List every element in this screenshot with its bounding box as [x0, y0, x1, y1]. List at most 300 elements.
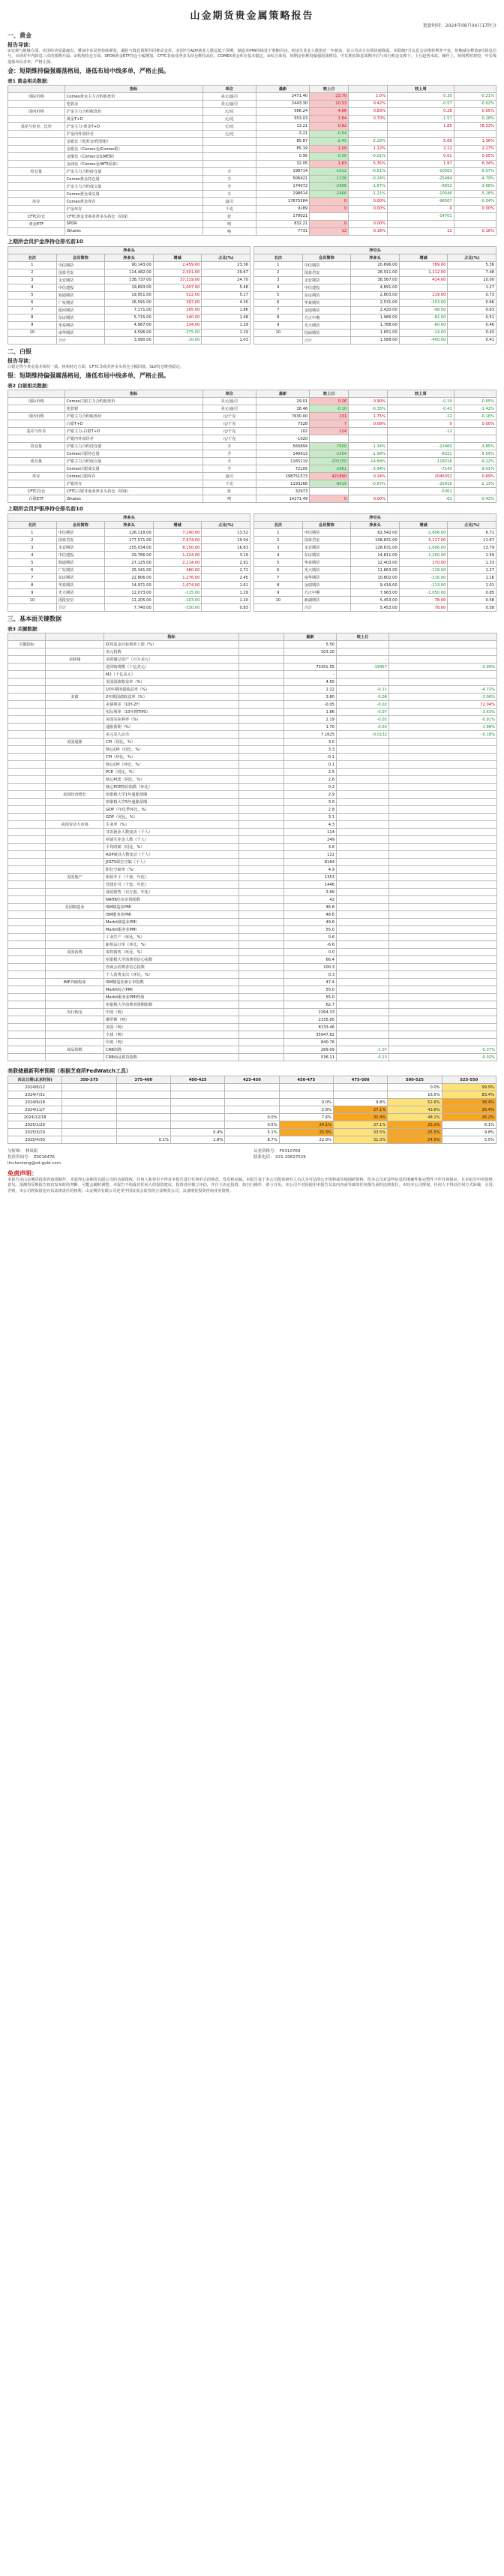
- gold-day-pct-cell: 1.0%: [349, 92, 388, 100]
- macro-cell: [46, 941, 104, 949]
- macro-cell: 2264.33: [284, 1009, 337, 1016]
- macro-cell: [337, 821, 389, 829]
- gold-unit-cell: [202, 160, 256, 167]
- macro-cell: [389, 746, 497, 754]
- silver-long-rank-cell: 光大期货: [56, 589, 105, 597]
- gold-week-change-cell: -5.30: [388, 92, 454, 100]
- macro-cell: [8, 911, 46, 919]
- gold-short-rank-cell: 1,651.00: [351, 329, 400, 336]
- gold-short-rank-cell: 1: [254, 261, 303, 269]
- macro-cell: [239, 709, 284, 716]
- gold-long-rank-header-3: 增减: [153, 254, 202, 261]
- gold-short-rank-cell: 2: [254, 269, 303, 276]
- macro-cell: 289.09: [284, 1046, 337, 1054]
- silver-long-rank-cell: 3.19: [202, 552, 250, 559]
- macro-cell: -0.91%: [389, 716, 497, 724]
- silver-group-cell: 国际价格: [8, 398, 65, 405]
- gold-day-change-cell: -0.00: [310, 152, 349, 160]
- gold-long-rank-cell: 138,737.00: [105, 276, 154, 284]
- macro-cell: 美国制造业: [46, 904, 104, 911]
- macro-cell: [239, 829, 284, 836]
- silver-day-change-cell: 7: [310, 420, 349, 428]
- macro-cell: ISM制造业新订单指数: [104, 979, 239, 986]
- macro-cell: [389, 821, 497, 829]
- gold-long-rank-row: [8, 269, 250, 276]
- gold-week-change-cell: [388, 220, 454, 227]
- macro-cell: [389, 799, 497, 806]
- silver-long-rank-cell: 12,073.00: [105, 589, 154, 597]
- gold-long-rank-cell: 19,951.00: [105, 291, 154, 299]
- silver-day-pct-cell: [349, 488, 388, 495]
- gold-week-change-cell: -10563: [388, 167, 454, 175]
- macro-cell: [389, 1039, 497, 1046]
- macro-row: [8, 896, 497, 904]
- gold-week-pct-cell: -0.54%: [454, 197, 496, 205]
- macro-row: [8, 1039, 497, 1046]
- gold-short-rank-cell: 6: [254, 299, 303, 306]
- macro-cell: [8, 671, 46, 679]
- silver-long-rank-cell: 10: [8, 597, 57, 604]
- gold-day-pct-cell: 0.70%: [349, 115, 388, 122]
- gold-long-rank-cell: 1: [8, 261, 57, 269]
- gold-long-rank-cell: 5.17: [202, 291, 250, 299]
- macro-cell: 核心CPI（同比，%）: [104, 746, 239, 754]
- gold-week-change-cell: -25484: [388, 175, 454, 182]
- macro-cell: [389, 806, 497, 814]
- macro-row: [8, 776, 497, 784]
- gold-long-rank-cell: 140.00: [153, 314, 202, 321]
- gold-short-rank-cell: 中信期货: [302, 261, 351, 269]
- silver-long-rank-cell: 126,118.00: [105, 529, 154, 537]
- macro-cell: [337, 1024, 389, 1031]
- gold-name-cell: SPDR: [64, 220, 202, 227]
- macro-cell: [8, 799, 46, 806]
- macro-cell: 100.3: [284, 964, 337, 971]
- macro-cell: [389, 679, 497, 686]
- silver-long-rank-row: [8, 529, 250, 537]
- silver-header-2: 单位: [202, 390, 256, 398]
- fedwatch-cell: 2024/12/18: [8, 1114, 62, 1121]
- silver-day-change-cell: 0: [310, 495, 349, 503]
- macro-cell: [337, 866, 389, 874]
- fedwatch-cell: 0.0%: [225, 1114, 279, 1121]
- macro-cell: [239, 649, 284, 656]
- macro-header-2: 指标: [104, 633, 239, 641]
- macro-cell: 62.7: [284, 1001, 337, 1009]
- silver-unit-cell: 手: [202, 458, 256, 465]
- macro-cell: [337, 986, 389, 994]
- silver-week-pct-cell: -2.13%: [454, 480, 496, 488]
- silver-long-rank-header-0: 名次: [8, 522, 57, 529]
- macro-cell: [8, 859, 46, 866]
- macro-cell: [389, 1031, 497, 1039]
- silver-short-rank-table: 净空头 名次 会员简称 净多头 增减 占比(%) 1 中信期货 62,542.00 -2,606.00 6.71 2 国泰君安 108,831.00 5,117.00 11.67 3 永安期货 128,631.00 -1,606.00 13.79 4 东证期货 14,811.00 -1,200.00 1.59 5 华泰期货 12,403.00 170.00 1.33 6 光大期货 11,863.00 -118.00 1.27 7 南华期货 10,802.00 -216.00 1.16 8 金瑞期货 9,416.00 -113.00 1.01 9 方正中期 7,963.00 -1,050.00 0.85 10 新湖期货 5,453.00 78.00 0.58 合计 5,453.00 78.00 0.58: [254, 513, 496, 612]
- macro-row: [8, 904, 497, 911]
- gold-long-rank-row: [8, 336, 250, 344]
- macro-cell: [8, 1024, 46, 1031]
- gold-value-cell: 553.03: [256, 115, 309, 122]
- macro-cell: 实际利率（10年期TIPS）: [104, 709, 239, 716]
- macro-cell: [239, 874, 284, 881]
- gold-rank-label: 上期所会员沪金净持仓排名前10: [8, 238, 83, 245]
- gold-day-change-cell: 4.66: [310, 107, 349, 115]
- gold-day-change-cell: [310, 212, 349, 220]
- gold-long-rank-cell: 1.03: [202, 336, 250, 344]
- macro-cell: 35947.82: [284, 1031, 337, 1039]
- silver-week-pct-cell: -0.16%: [454, 413, 496, 420]
- macro-cell: 72.04%: [389, 701, 497, 709]
- gold-short-rank-header-0: 名次: [254, 254, 303, 261]
- silver-long-rank-cell: 480.00: [153, 567, 202, 574]
- macro-cell: [239, 1016, 284, 1024]
- macro-cell: [389, 641, 497, 649]
- macro-cell: [8, 656, 46, 664]
- macro-cell: [8, 866, 46, 874]
- macro-row: [8, 784, 497, 791]
- silver-group-cell: [8, 465, 65, 473]
- macro-cell: GDP（年化季环比，%）: [104, 806, 239, 814]
- gold-group-cell: 库存: [8, 197, 65, 205]
- macro-cell: [46, 761, 104, 769]
- silver-long-rank-cell: 19.04: [202, 537, 250, 544]
- macro-cell: 美元指数: [104, 649, 239, 656]
- macro-cell: [46, 716, 104, 724]
- gold-row: [8, 197, 496, 205]
- gold-group-cell: CFTC持仓: [8, 212, 65, 220]
- silver-short-rank-header-2: 净多头: [351, 522, 400, 529]
- macro-cell: 3.80: [284, 694, 337, 701]
- silver-day-change-cell: -8019: [310, 480, 349, 488]
- silver-short-rank-row: [254, 529, 496, 537]
- macro-cell: [8, 694, 46, 701]
- silver-week-change-cell: [388, 435, 454, 443]
- silver-long-rank-cell: 5: [8, 559, 57, 567]
- silver-long-rank-cell: 1.20: [202, 597, 250, 604]
- macro-cell: [337, 941, 389, 949]
- macro-cell: [337, 671, 389, 679]
- gold-long-rank-cell: 广发期货: [56, 299, 105, 306]
- macro-cell: 联邦基金目标利率上限（%）: [104, 641, 239, 649]
- silver-short-rank-cell: 合计: [302, 604, 351, 612]
- gold-long-rank-cell: 19,893.00: [105, 284, 154, 291]
- macro-cell: -19457: [337, 664, 389, 671]
- silver-short-rank-row: [254, 582, 496, 589]
- macro-cell: [239, 941, 284, 949]
- gold-group-cell: [8, 175, 65, 182]
- gold-long-rank-cell: 5,715.00: [105, 314, 154, 321]
- silver-long-rank-cell: 9: [8, 589, 57, 597]
- macro-cell: [239, 1024, 284, 1031]
- gold-short-rank-cell: 东证期货: [302, 291, 351, 299]
- macro-cell: -0.02: [337, 716, 389, 724]
- macro-cell: Markit服务业PMI: [104, 926, 239, 934]
- macro-cell: -3.63%: [389, 709, 497, 716]
- macro-cell: [8, 1046, 46, 1054]
- gold-short-rank-cell: 20,696.00: [351, 261, 400, 269]
- macro-cell: [239, 964, 284, 971]
- macro-row: [8, 829, 497, 836]
- fedwatch-cell: 26.2%: [442, 1114, 496, 1121]
- silver-day-pct-cell: [349, 428, 388, 435]
- macro-cell: [46, 889, 104, 896]
- macro-cell: [8, 956, 46, 964]
- gold-table-label: 表1 黄金相关数据：: [8, 77, 52, 84]
- fedwatch-header-1: 350-375: [62, 1076, 116, 1084]
- gold-unit-cell: 手: [202, 182, 256, 190]
- silver-short-rank-cell: -2,606.00: [399, 529, 448, 537]
- silver-short-rank-cell: 光大期货: [302, 567, 351, 574]
- macro-cell: [389, 1001, 497, 1009]
- fedwatch-cell: [170, 1091, 224, 1099]
- macro-cell: 55.0: [284, 986, 337, 994]
- macro-cell: 73351.55: [284, 664, 337, 671]
- gold-name-cell: 沪金主力合约成交量: [64, 182, 202, 190]
- macro-cell: [8, 874, 46, 881]
- gold-unit-cell: 吨: [202, 220, 256, 227]
- macro-cell: [337, 956, 389, 964]
- macro-cell: 2.5: [284, 769, 337, 776]
- silver-long-rank-cell: 3: [8, 544, 57, 552]
- silver-week-pct-cell: -1.42%: [454, 405, 496, 413]
- silver-header-5: [349, 390, 388, 398]
- silver-short-rank-cell: 78.00: [399, 597, 448, 604]
- macro-cell: [337, 649, 389, 656]
- macro-row: [8, 821, 497, 829]
- gold-group-cell: [8, 145, 65, 152]
- fedwatch-cell: [62, 1099, 116, 1106]
- macro-header-4: 最新: [284, 633, 337, 641]
- macro-cell: [8, 821, 46, 829]
- gold-guide-heading: 报告导读：: [8, 42, 34, 48]
- silver-group-cell: 成交量: [8, 458, 65, 465]
- macro-cell: 536.11: [284, 1054, 337, 1061]
- fedwatch-cell: 2.8%: [279, 1106, 333, 1114]
- gold-day-pct-cell: 0.42%: [349, 100, 388, 107]
- fedwatch-header-2: 375-400: [116, 1076, 170, 1084]
- silver-value-cell: 1193268: [256, 480, 309, 488]
- silver-short-rank-cell: 6: [254, 567, 303, 574]
- macro-cell: 8184: [284, 859, 337, 866]
- silver-long-rank-cell: 22,806.00: [105, 574, 154, 582]
- gold-value-cell: 174072: [256, 182, 309, 190]
- macro-row: [8, 964, 497, 971]
- silver-short-rank-cell: 华泰期货: [302, 559, 351, 567]
- gold-short-rank-cell: -60.00: [399, 321, 448, 329]
- silver-short-rank-cell: 永安期货: [302, 544, 351, 552]
- gold-row: [8, 107, 496, 115]
- macro-row: [8, 761, 497, 769]
- gold-week-pct-cell: 0.05%: [454, 152, 496, 160]
- silver-long-rank-cell: 东证期货: [56, 574, 105, 582]
- fedwatch-cell: [225, 1099, 279, 1106]
- macro-cell: [8, 919, 46, 926]
- gold-rank-tables: [8, 246, 496, 345]
- macro-cell: Markit服务业PMI终值: [104, 994, 239, 1001]
- silver-long-rank-cell: -115.00: [153, 589, 202, 597]
- gold-short-rank-cell: 7.48: [448, 269, 496, 276]
- macro-cell: 初请失业金人数（千人）: [104, 836, 239, 844]
- gold-short-rank-cell: 0.66: [448, 299, 496, 306]
- gold-header-5: [349, 85, 388, 92]
- macro-cell: [239, 986, 284, 994]
- silver-short-rank-cell: -1,050.00: [399, 589, 448, 597]
- macro-cell: 46.8: [284, 904, 337, 911]
- macro-cell: [239, 679, 284, 686]
- macro-cell: 美国通胀: [46, 739, 104, 746]
- gold-day-change-cell: -2956: [310, 182, 349, 190]
- macro-row: [8, 754, 497, 761]
- macro-cell: Markit综合PMI: [104, 986, 239, 994]
- macro-row: [8, 769, 497, 776]
- silver-short-rank-row: [254, 604, 496, 612]
- gold-long-rank-table: 净多头 名次 会员简称 净多头 增减 占比(%) 1 中信期货 90,143.00 2,459.00 23.36 2 国泰君安 114,482.00 2,501.00 29.67 3 永安期货 138,737.00 37,319.00 24.70 4 中信建投 19,893.00 1,007.00 5.48 5 海通期货 19,951.00 522.00 5.17 6 广发期货 16,591.00 397.00 4.30 7 银河期货 7,171.00 165.00 1.86 8 东证期货 5,715.00 140.00 1.48 9 华泰期货 4,987.00 134.00 1.29 10 南华期货 4,596.00 -375.00 1.19 合计 3,990.00 -10.00 1.03: [8, 246, 250, 345]
- gold-day-pct-cell: -2.29%: [349, 137, 388, 145]
- macro-cell: [239, 866, 284, 874]
- silver-unit-cell: 元/千克: [202, 435, 256, 443]
- macro-cell: 4.3: [284, 821, 337, 829]
- macro-cell: [389, 754, 497, 761]
- macro-row: [8, 934, 497, 941]
- macro-cell: 个人消费支出（环比，%）: [104, 971, 239, 979]
- gold-data-table: [8, 85, 496, 236]
- silver-short-rank-header-3: 增减: [399, 522, 448, 529]
- gold-short-rank-row: [254, 261, 496, 269]
- gold-long-rank-cell: 24.70: [202, 276, 250, 284]
- macro-cell: -0.0132: [337, 731, 389, 739]
- silver-long-rank-cell: 2.91: [202, 559, 250, 567]
- macro-cell: 印度（吨）: [104, 1039, 239, 1046]
- silver-row: [8, 473, 496, 480]
- silver-long-rank-cell: 1,276.00: [153, 574, 202, 582]
- silver-name-cell: 伦敦银: [64, 405, 202, 413]
- macro-cell: [337, 769, 389, 776]
- fedwatch-cell: [116, 1106, 170, 1114]
- macro-cell: [239, 821, 284, 829]
- silver-unit-cell: 元/千克: [202, 413, 256, 420]
- gold-long-rank-cell: 397.00: [153, 299, 202, 306]
- silver-week-change-cell: -0.41: [388, 405, 454, 413]
- silver-name-cell: 沪银库存: [64, 480, 202, 488]
- macro-cell: JOLTS职位空缺（千人）: [104, 859, 239, 866]
- macro-cell: [46, 881, 104, 889]
- silver-row: [8, 465, 496, 473]
- silver-value-cell: 28.46: [256, 405, 309, 413]
- macro-cell: [46, 784, 104, 791]
- macro-cell: [337, 881, 389, 889]
- macro-cell: 耐用品订单（环比，%）: [104, 941, 239, 949]
- silver-week-change-cell: -12: [388, 413, 454, 420]
- silver-long-rank-cell: 7,740.00: [105, 604, 154, 612]
- macro-cell: -0.11: [337, 686, 389, 694]
- macro-cell: [8, 949, 46, 956]
- fedwatch-cell: 33.5%: [333, 1129, 387, 1136]
- gold-unit-cell: 千克: [202, 205, 256, 212]
- gold-row: [8, 152, 496, 160]
- silver-short-rank-cell: 1.16: [448, 574, 496, 582]
- gold-day-change-cell: 12: [310, 227, 349, 235]
- silver-short-rank-cell: 0.85: [448, 589, 496, 597]
- silver-value-cell: 140613: [256, 450, 309, 458]
- silver-rank-tables: [8, 513, 496, 612]
- silver-short-rank-cell: 11.67: [448, 537, 496, 544]
- macro-cell: [8, 851, 46, 859]
- gold-day-change-cell: 10.33: [310, 100, 349, 107]
- silver-week-change-cell: -22460: [388, 443, 454, 450]
- macro-cell: 密歇根大学消费者预期指数: [104, 1001, 239, 1009]
- macro-row: [8, 656, 497, 664]
- macro-cell: [46, 701, 104, 709]
- silver-day-change-cell: 124: [310, 428, 349, 435]
- fedwatch-cell: 0.0%: [279, 1099, 333, 1106]
- macro-cell: [46, 724, 104, 731]
- macro-cell: [8, 761, 46, 769]
- macro-cell: 3.6: [284, 844, 337, 851]
- macro-cell: 49.6: [284, 919, 337, 926]
- silver-long-rank-cell: 广发期货: [56, 567, 105, 574]
- silver-day-change-cell: -203150: [310, 458, 349, 465]
- silver-week-change-cell: -118316: [388, 458, 454, 465]
- fedwatch-row: [8, 1114, 496, 1121]
- silver-short-rank-row: [254, 544, 496, 552]
- gold-name-cell: 沪金内外盘价差: [64, 130, 202, 137]
- macro-cell: [46, 896, 104, 904]
- macro-cell: 密歇根大学消费者信心指数: [104, 956, 239, 964]
- macro-cell: 2.9: [284, 791, 337, 799]
- silver-group-cell: 基差与价差: [8, 428, 65, 435]
- silver-day-pct-cell: -0.67%: [349, 480, 388, 488]
- silver-long-rank-cell: 7,140.00: [153, 529, 202, 537]
- silver-short-rank-cell: 1.59: [448, 552, 496, 559]
- silver-long-rank-row: [8, 567, 250, 574]
- macro-cell: 关键指标: [8, 641, 46, 649]
- macro-cell: [46, 664, 104, 671]
- macro-cell: 3.0: [284, 739, 337, 746]
- gold-long-rank-row: [8, 299, 250, 306]
- gold-short-rank-cell: -98.00: [399, 306, 448, 314]
- silver-day-change-cell: -7600: [310, 443, 349, 450]
- silver-long-rank-cell: 中信期货: [56, 529, 105, 537]
- gold-short-rank-cell: 5.36: [448, 261, 496, 269]
- gold-week-change-cell: -0.57: [388, 100, 454, 107]
- gold-short-rank-cell: 4: [254, 284, 303, 291]
- silver-long-rank-cell: 华泰期货: [56, 582, 105, 589]
- macro-section-title: 三、基本面关键数据: [8, 615, 62, 623]
- silver-long-rank-cell: 14,971.00: [105, 582, 154, 589]
- silver-data-table: [8, 390, 496, 503]
- fedwatch-cell: 1.8%: [170, 1136, 224, 1144]
- macro-cell: [239, 731, 284, 739]
- macro-cell: [337, 814, 389, 821]
- silver-week-change-cell: -61: [388, 495, 454, 503]
- gold-long-rank-cell: 29.67: [202, 269, 250, 276]
- macro-row: [8, 686, 497, 694]
- gold-short-rank-cell: 2,531.00: [351, 299, 400, 306]
- gold-day-pct-cell: 5.35%: [349, 160, 388, 167]
- gold-day-change-cell: 0.82: [310, 122, 349, 130]
- macro-cell: -0.02%: [389, 1054, 497, 1061]
- macro-cell: [239, 814, 284, 821]
- gold-day-pct-cell: [349, 122, 388, 130]
- fedwatch-cell: 9.8%: [442, 1129, 496, 1136]
- gold-week-pct-cell: [454, 130, 496, 137]
- macro-cell: [239, 994, 284, 1001]
- gold-short-rank-cell: 789.00: [399, 261, 448, 269]
- gold-value-cell: 13.21: [256, 122, 309, 130]
- macro-cell: [389, 1009, 497, 1016]
- gold-name-cell: 沪金主力合约收盘价: [64, 107, 202, 115]
- gold-row: [8, 145, 496, 152]
- silver-value-cell: 102: [256, 428, 309, 435]
